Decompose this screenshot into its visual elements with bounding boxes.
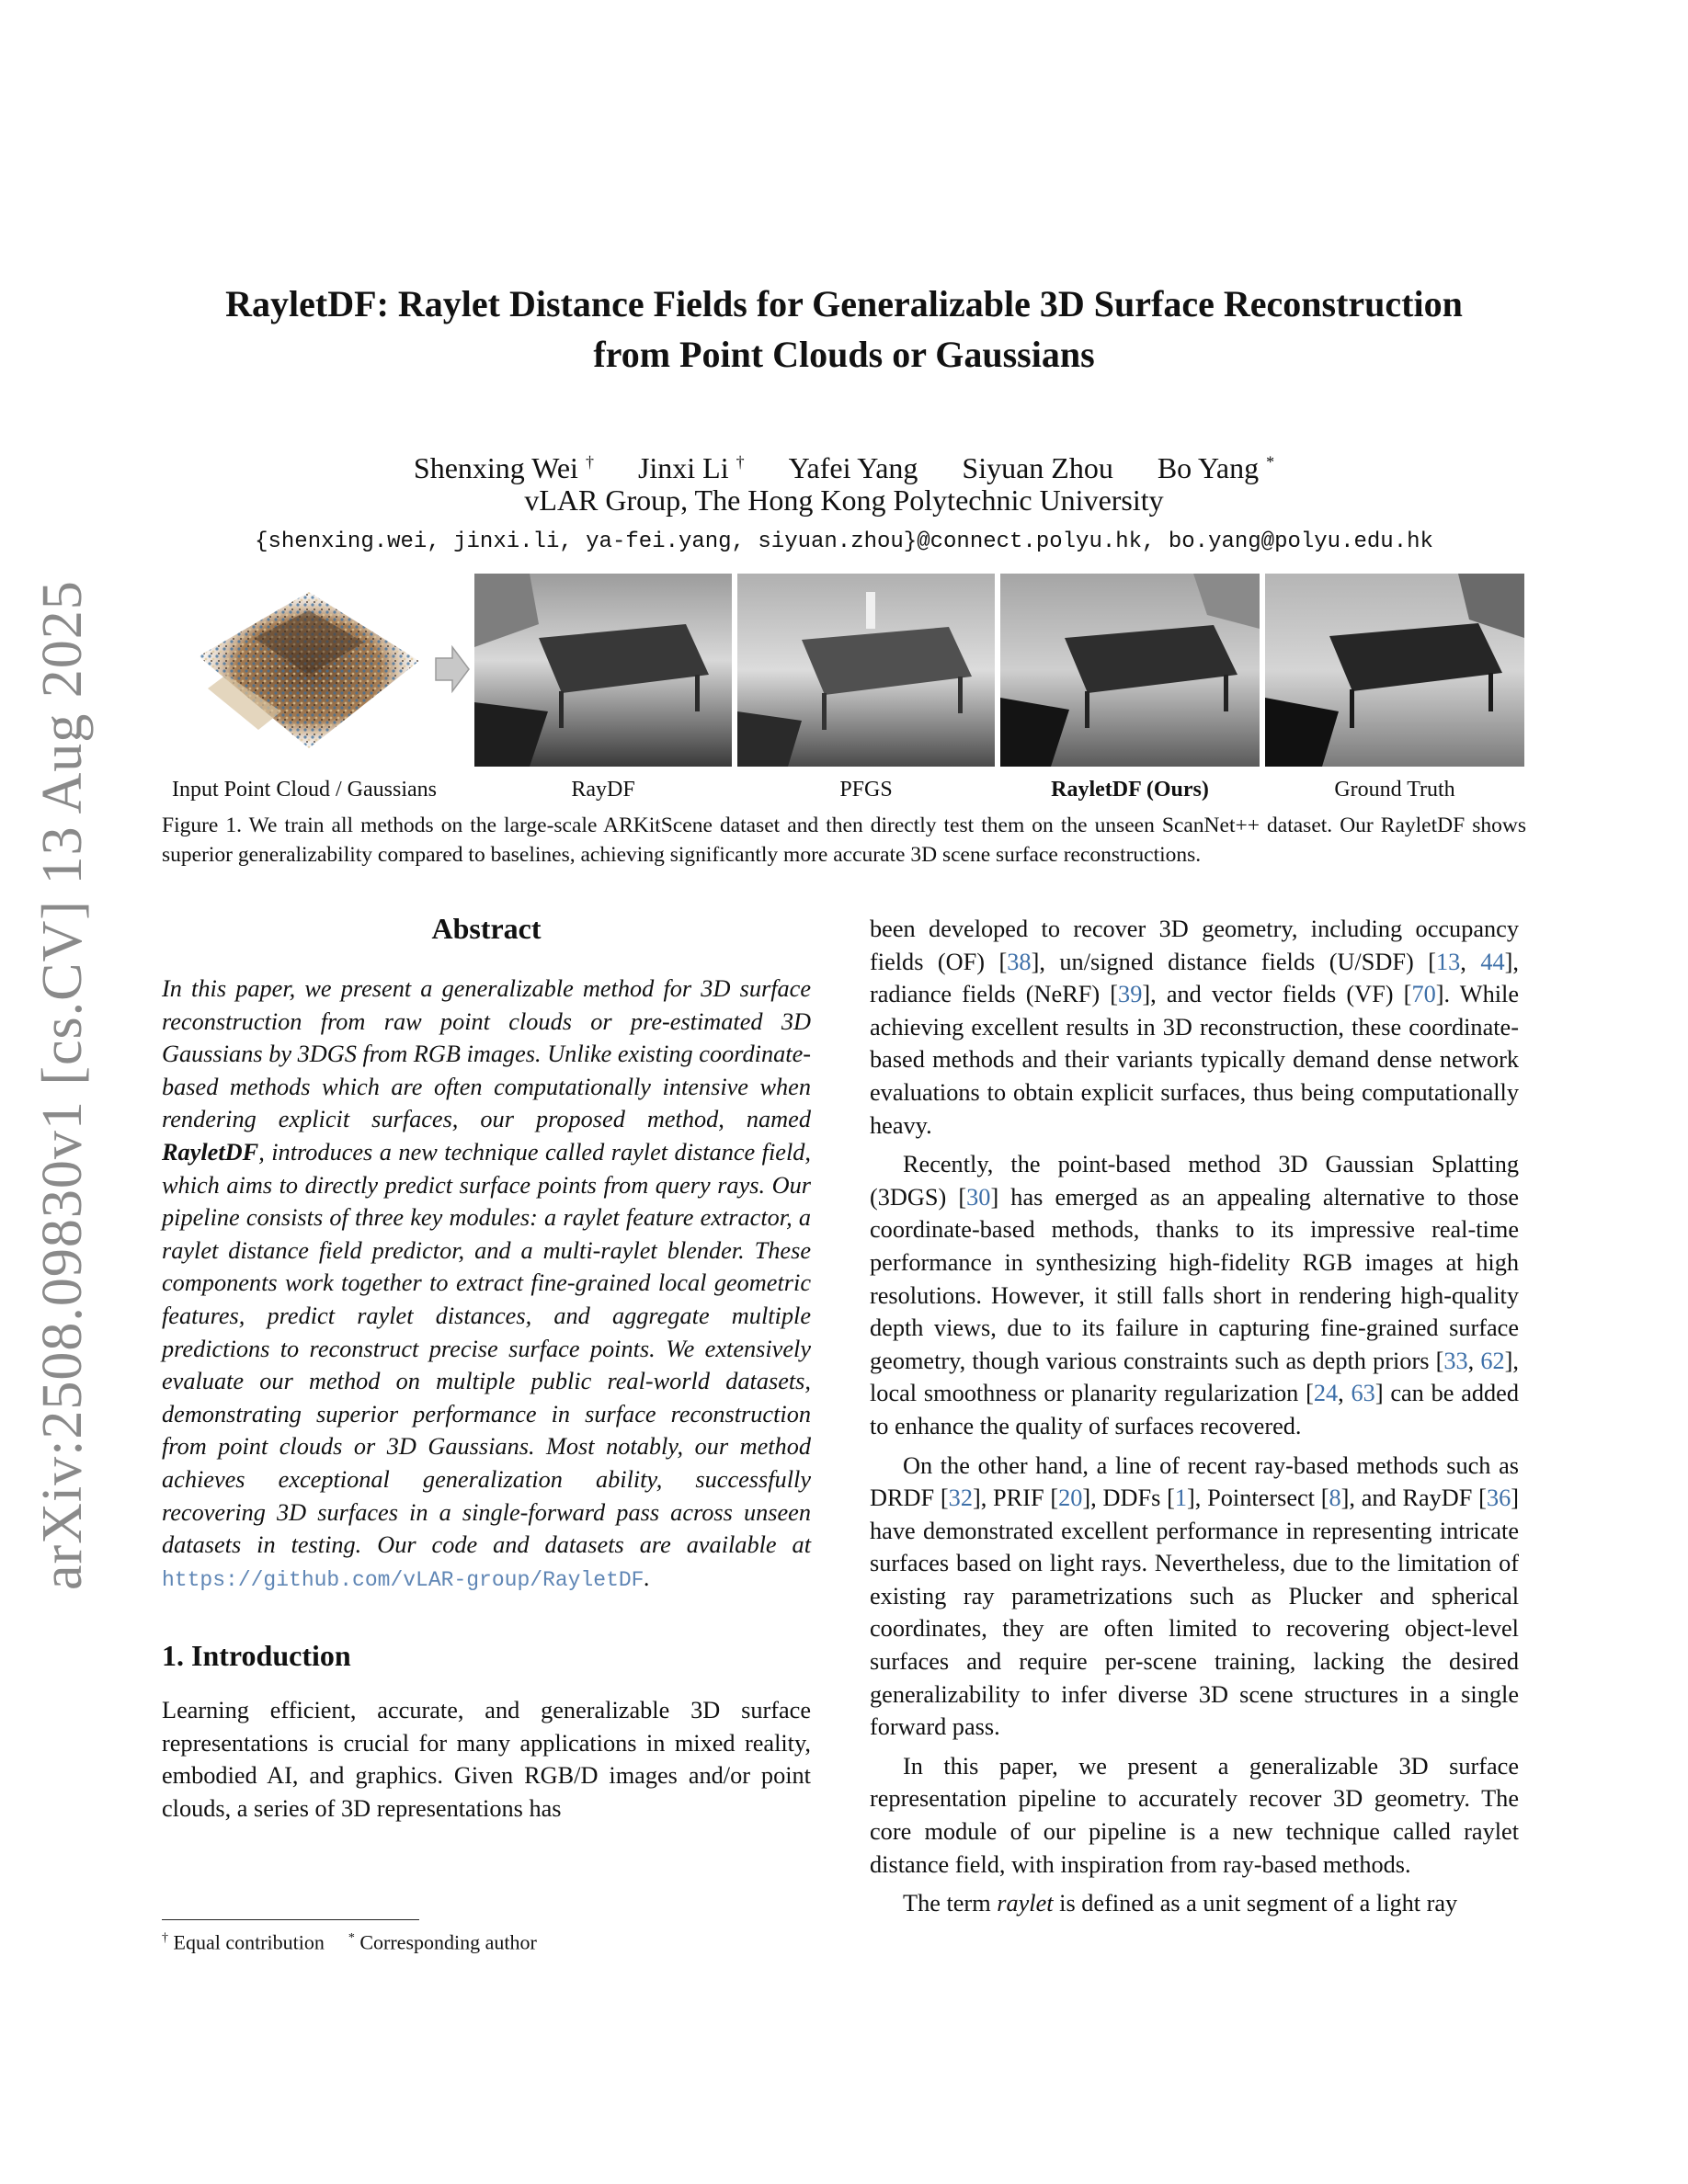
introduction-heading: 1. Introduction xyxy=(162,1639,351,1673)
author-emails: {shenxing.wei, jinxi.li, ya-fei.yang, siyuan.zhou}@connect.polyu.hk, bo.yang@polyu.edu.hk xyxy=(255,529,1433,554)
citation-link[interactable]: 63 xyxy=(1351,1380,1375,1407)
citation-link[interactable]: 20 xyxy=(1058,1484,1083,1512)
right-column xyxy=(870,913,1519,1920)
figure-label-pfgs: PFGS xyxy=(839,778,893,802)
footnote-rule xyxy=(162,1919,419,1920)
citation-link[interactable]: 70 xyxy=(1411,981,1436,1008)
figure-caption: Figure 1. We train all methods on the large-scale ARKitScene dataset and then directly test them on the unseen ScanNet++ dataset. Our RayletDF shows superior generalizability compared to baselines, achieving significantly more accurate 3D scene surface reconstructions. xyxy=(162,813,1526,867)
affiliation: vLAR Group, The Hong Kong Polytechnic University xyxy=(524,483,1164,517)
input-point-cloud-image xyxy=(171,574,438,767)
right-paragraph-1: been developed to recover 3D geometry, including occupancy fields (OF) [38], un/signed distance fields (U/SDF) [13, 44], radiance fields (NeRF) [39], and vector fields (VF) [70]. While achieving excellent results in 3D reconstruction, these coordinate-based methods and their variants typically demand dense network evaluations to obtain explicit surfaces, thus being computationally heavy. xyxy=(870,916,1519,1139)
citation-link[interactable]: 38 xyxy=(1007,948,1032,975)
right-paragraph-3: On the other hand, a line of recent ray-based methods such as DRDF [32], PRIF [20], DDFs [1], Pointersect [8], and RayDF [36] have demonstrated excellent performance in representing intricate surfaces based on light rays. Nevertheless, due to the limitation of existing ray parametrizations such as Plucker and spherical coordinates, they are often limited to recovering object-level surfaces and require per-scene training, lacking the desired generalizability to infer diverse 3D scene structures in a single forward pass. xyxy=(870,1451,1520,1741)
citation-link[interactable]: 8 xyxy=(1329,1484,1341,1512)
author: Jinxi Li † xyxy=(637,450,745,484)
figure-label-rayletdf: RayletDF (Ours) xyxy=(1051,778,1209,802)
author: Yafei Yang xyxy=(788,450,918,484)
abstract-text: In this paper, we present a generalizable method for 3D surface reconstruction from raw point clouds or pre-estimated 3D Gaussians by 3DGS from RGB images. Unlike existing coordinate-based methods which are often computationally intensive when rendering explicit surfaces, our proposed method, named RayletDF, introduces a new technique called raylet distance field, which aims to directly predict surface points from query rays. Our pipeline consists of three key modules: a raylet feature extractor, a raylet distance field predictor, and a multi-raylet blender. These components work together to extract fine-grained local geometric features, predict raylet distances, and aggregate multiple predictions to reconstruct precise surface points. We extensively evaluate our method on multiple public real-world datasets, demonstrating superior performance in surface reconstruction from point clouds or 3D Gaussians. Most notably, our method achieves exceptional generalization ability, successfully recovering 3D surfaces in a single-forward pass across unseen datasets in testing. Our code and datasets are available at https://github.com/vLAR-group/RayletDF. xyxy=(162,975,811,1592)
arrow-right-icon xyxy=(432,574,473,767)
raydf-depth-image xyxy=(474,574,732,767)
introduction-text: Learning efficient, accurate, and generalizable 3D surface representations is crucial for many applications in mixed reality, embodied AI, and graphics. Given RGB/D images and/or point clouds, a series of 3D representations has xyxy=(162,1697,811,1823)
author: Bo Yang * xyxy=(1157,450,1275,484)
figure-label-raydf: RayDF xyxy=(571,778,635,802)
figure-label-input: Input Point Cloud / Gaussians xyxy=(171,778,437,802)
right-paragraph-4: In this paper, we present a generalizable 3D surface representation pipeline to accurately recover 3D geometry. The core module of our pipeline is a new technique called raylet distance field, with inspiration from ray-based methods. xyxy=(870,1752,1519,1878)
right-paragraph-2: Recently, the point-based method 3D Gaussian Splatting (3DGS) [30] has emerged as an appealing alternative to those coordinate-based methods, thanks to its impressive real-time performance in synthesizing high-fidelity RGB images at high resolutions. However, it still falls short in rendering high-quality depth views, due to its failure in capturing fine-grained surface geometry, though various constraints such as depth priors [33, 62], local smoothness or planarity regularization [24, 63] can be added to enhance the quality of surfaces recovered. xyxy=(870,1151,1519,1439)
right-paragraph-5: The term raylet is defined as a unit segment of a light ray xyxy=(903,1890,1458,1917)
author-list xyxy=(138,443,1550,486)
abstract-heading: Abstract xyxy=(431,912,542,945)
citation-link[interactable]: 36 xyxy=(1486,1484,1511,1512)
author: Siyuan Zhou xyxy=(962,450,1113,484)
code-link[interactable]: https://github.com/vLAR-group/RayletDF xyxy=(162,1567,644,1592)
citation-link[interactable]: 33 xyxy=(1443,1347,1468,1374)
citation-link[interactable]: 24 xyxy=(1313,1380,1339,1407)
rayletdf-depth-image xyxy=(1000,574,1260,767)
citation-link[interactable]: 44 xyxy=(1480,948,1505,975)
left-column xyxy=(162,910,811,1826)
citation-link[interactable]: 62 xyxy=(1480,1347,1505,1374)
citation-link[interactable]: 30 xyxy=(966,1183,991,1211)
arxiv-side-stamp: arXiv:2508.09830v1 [cs.CV] 13 Aug 2025 xyxy=(31,580,94,1590)
citation-link[interactable]: 32 xyxy=(948,1484,973,1512)
pfgs-depth-image xyxy=(737,574,995,767)
title-line-2: from Point Clouds or Gaussians xyxy=(593,334,1095,375)
citation-link[interactable]: 13 xyxy=(1435,948,1461,975)
citation-link[interactable]: 39 xyxy=(1118,981,1143,1008)
ground-truth-depth-image xyxy=(1265,574,1524,767)
citation-link[interactable]: 1 xyxy=(1174,1484,1188,1512)
footnotes: † Equal contribution * Corresponding author xyxy=(162,1930,537,1954)
author: Shenxing Wei † xyxy=(413,450,594,484)
figure-label-ground-truth: Ground Truth xyxy=(1334,778,1455,802)
title-line-1: RayletDF: Raylet Distance Fields for Generalizable 3D Surface Reconstruction xyxy=(225,283,1463,324)
paper-title xyxy=(138,279,1550,380)
